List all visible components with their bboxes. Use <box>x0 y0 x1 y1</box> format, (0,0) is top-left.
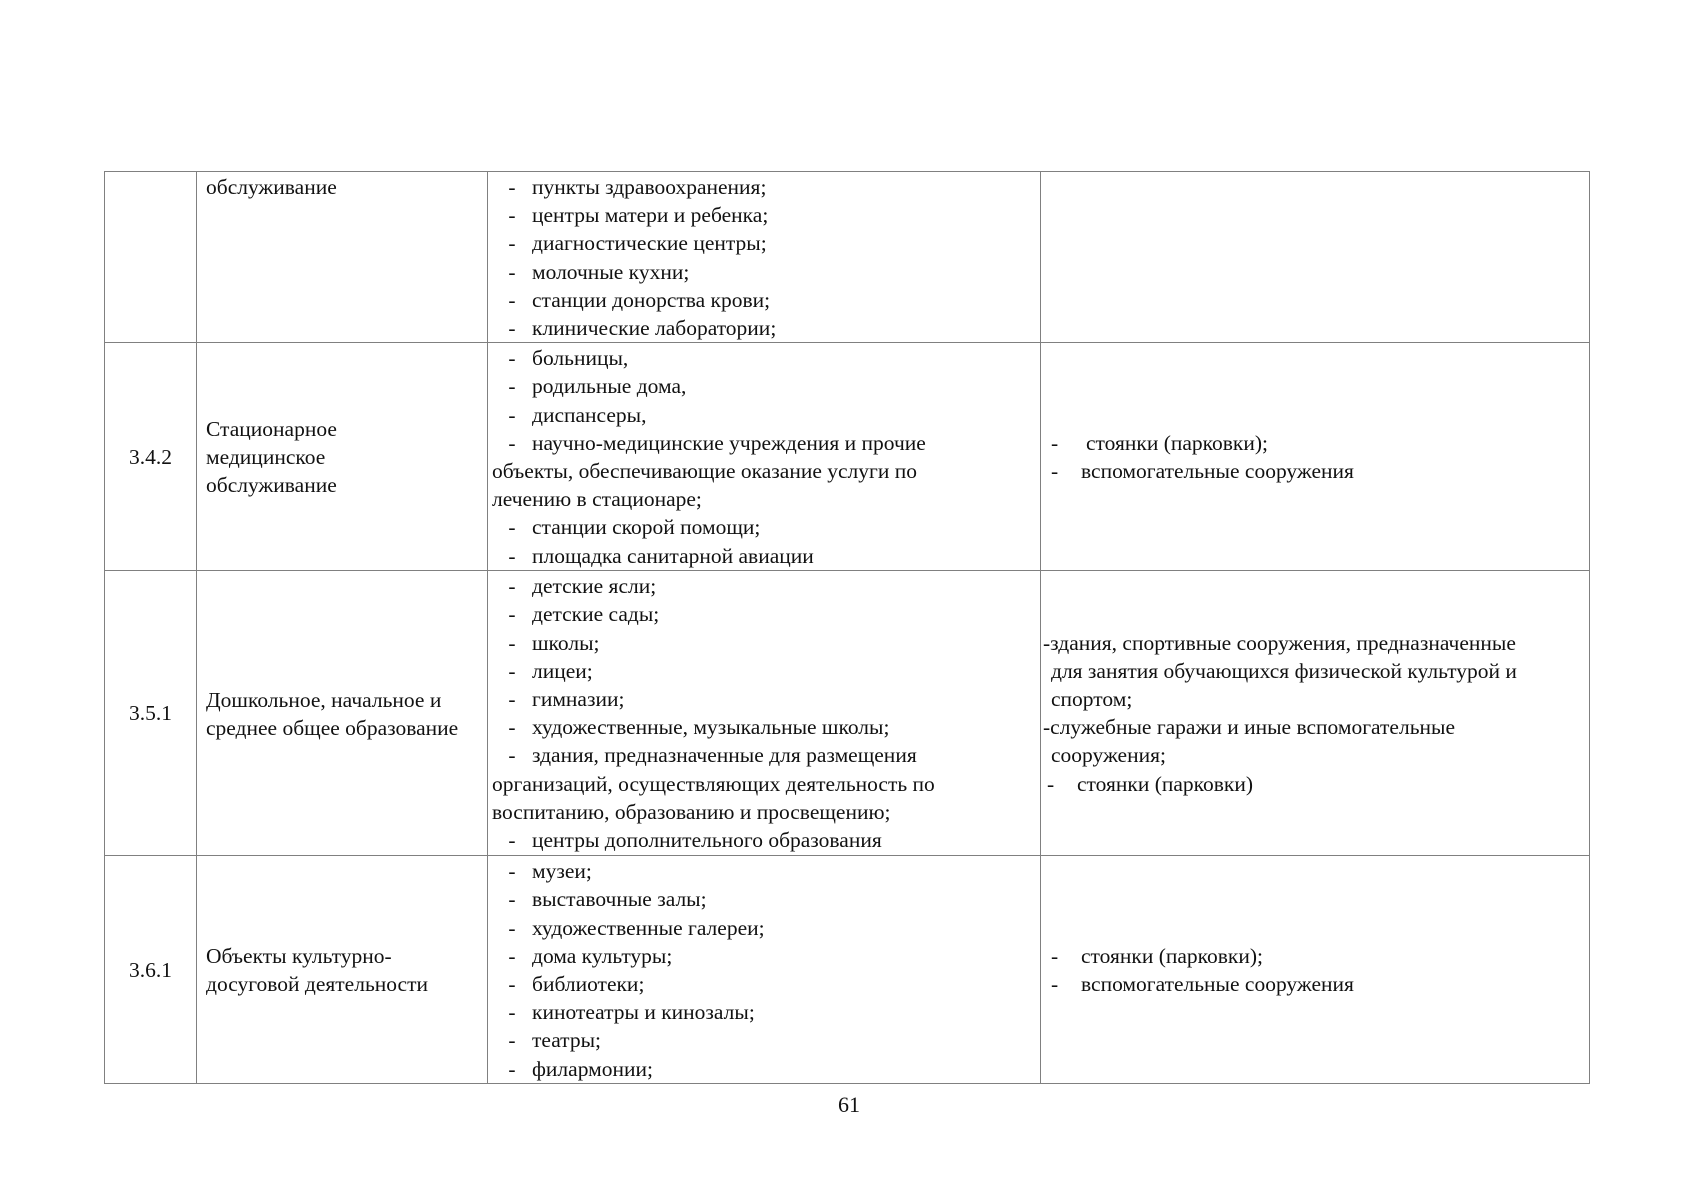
list-item: - молочные кухни; <box>508 259 690 284</box>
list-item-continuation: для занятия обучающихся физической культурой и <box>1051 658 1517 683</box>
list-item: - центры дополнительного образования <box>508 828 882 853</box>
list-item: - вспомогательные сооружения <box>1051 971 1354 996</box>
list-item: - здания, предназначенные для размещения <box>508 743 917 768</box>
aux-uses-cell <box>1041 856 1590 1084</box>
list-item-continuation: сооружения; <box>1051 743 1166 768</box>
main-uses-cell <box>488 856 1041 1084</box>
name-cell <box>197 343 488 571</box>
list-item: - вспомогательные сооружения <box>1051 458 1354 483</box>
list-item: - диспансеры, <box>508 402 647 427</box>
aux-uses-cell <box>1041 172 1590 343</box>
code-cell: 3.6.1 <box>105 856 197 1084</box>
aux-uses-cell <box>1041 343 1590 571</box>
list-item-continuation: объекты, обеспечивающие оказание услуги по <box>492 459 917 484</box>
list-item: - художественные галереи; <box>508 915 765 940</box>
table-row <box>105 571 1590 856</box>
code-cell <box>105 172 197 343</box>
list-item: - клинические лаборатории; <box>508 316 777 341</box>
list-item-continuation: спортом; <box>1051 687 1133 712</box>
list-item: - площадка санитарной авиации <box>508 543 814 568</box>
name-text: обслуживание <box>206 175 337 199</box>
main-uses-cell <box>488 172 1041 343</box>
code-cell: 3.4.2 <box>105 343 197 571</box>
list-item: - школы; <box>508 630 600 655</box>
list-item-continuation: организаций, осуществляющих деятельность по <box>492 771 935 796</box>
code-cell: 3.5.1 <box>105 571 197 856</box>
list-item: - гимназии; <box>508 687 625 712</box>
name-text: Стационарное медицинское обслуживание <box>206 416 337 498</box>
list-item: -служебные гаражи и иные вспомогательные <box>1043 715 1456 740</box>
list-item: - пункты здравоохранения; <box>508 175 767 199</box>
list-item: - станции скорой помощи; <box>508 515 761 540</box>
name-cell <box>197 571 488 856</box>
aux-uses-cell <box>1041 571 1590 856</box>
name-cell <box>197 856 488 1084</box>
page-number: 61 <box>838 1092 860 1117</box>
list-item: - лицеи; <box>508 658 593 683</box>
list-item: - кинотеатры и кинозалы; <box>508 1000 755 1025</box>
main-uses-cell <box>488 571 1041 856</box>
land-use-table <box>104 171 1590 1084</box>
list-item: -здания, спортивные сооружения, предназначенные <box>1043 630 1516 655</box>
list-item: - центры матери и ребенка; <box>508 203 769 228</box>
main-uses-cell <box>488 343 1041 571</box>
list-item: - научно-медицинские учреждения и прочие <box>508 430 926 455</box>
list-item: - выставочные залы; <box>508 887 707 912</box>
list-item: - стоянки (парковки) <box>1047 771 1254 796</box>
list-item: - больницы, <box>508 346 629 371</box>
list-item: - детские ясли; <box>508 574 657 599</box>
list-item: - филармонии; <box>508 1056 653 1081</box>
list-item: - стоянки (парковки); <box>1051 943 1264 968</box>
name-text: Дошкольное, начальное и среднее общее образование <box>206 687 459 740</box>
name-text: Объекты культурно-досуговой деятельности <box>206 944 428 997</box>
table-row <box>105 856 1590 1084</box>
list-item: - библиотеки; <box>508 972 645 997</box>
list-item: - художественные, музыкальные школы; <box>508 715 890 740</box>
list-item-continuation: воспитанию, образованию и просвещению; <box>492 799 891 824</box>
list-item: - диагностические центры; <box>508 231 767 256</box>
list-item-continuation: лечению в стационаре; <box>492 487 702 512</box>
list-item: - дома культуры; <box>508 943 673 968</box>
list-item: - детские сады; <box>508 602 660 627</box>
list-item: - родильные дома, <box>508 374 687 399</box>
table-row <box>105 343 1590 571</box>
list-item: - станции донорства крови; <box>508 287 771 312</box>
list-item: - театры; <box>508 1028 602 1053</box>
name-cell <box>197 172 488 343</box>
list-item: - стоянки (парковки); <box>1051 430 1269 455</box>
table-row <box>105 172 1590 343</box>
list-item: - музеи; <box>508 859 592 884</box>
